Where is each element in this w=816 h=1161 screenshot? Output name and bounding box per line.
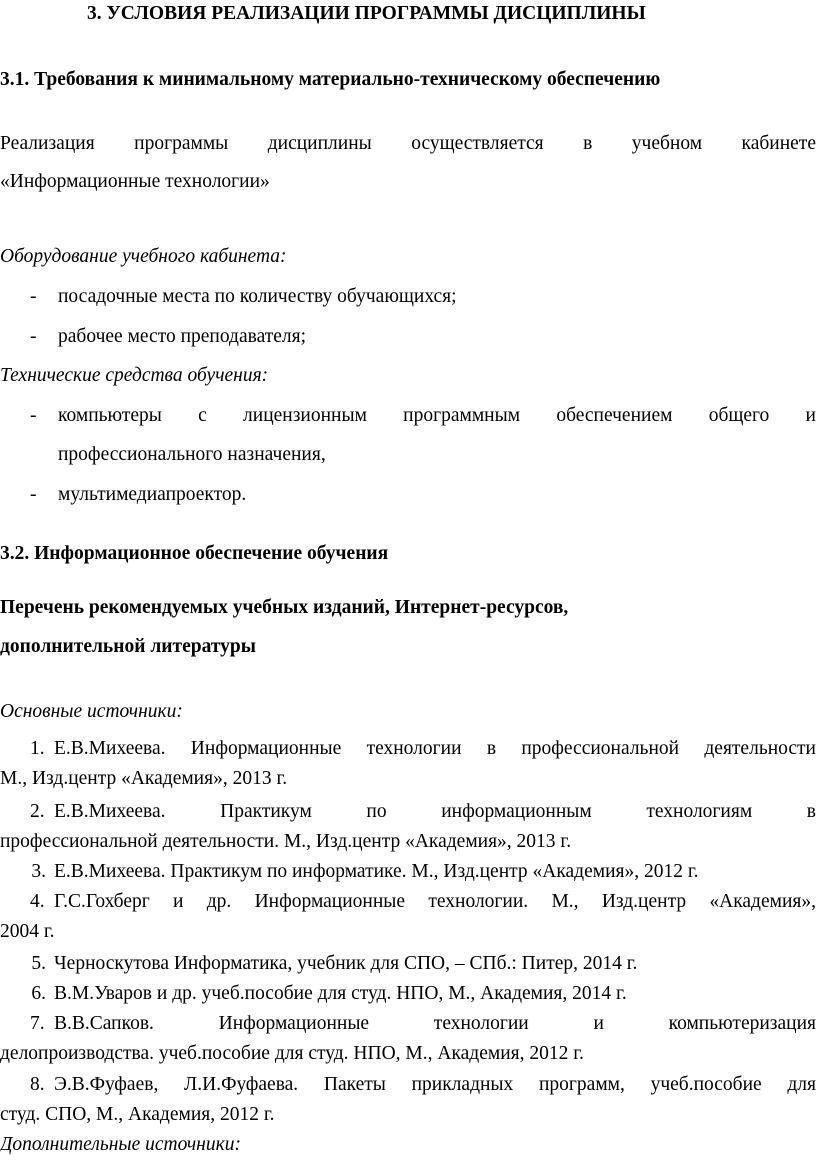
source-line-1 bbox=[30, 800, 816, 824]
source-line-1 bbox=[30, 1012, 816, 1036]
source-line-1 bbox=[30, 1073, 816, 1097]
source-number: 8. bbox=[30, 1074, 45, 1095]
source-text: Черноскутова Информатика, учебник для СПО, – СПб.: Питер, 2014 г. bbox=[54, 953, 638, 974]
source-line-2: 2004 г. bbox=[0, 921, 55, 942]
source-line-1 bbox=[30, 982, 627, 1006]
list-bullet: - bbox=[30, 326, 37, 347]
source-line-1 bbox=[30, 860, 699, 884]
intro-line-2: «Информационные технологии» bbox=[0, 171, 270, 192]
tech-label: Технические средства обучения: bbox=[0, 365, 269, 386]
source-text: Е.В.Михеева. Информационные технологии в профессиональной деятельности bbox=[54, 738, 816, 759]
section-title: 3. УСЛОВИЯ РЕАЛИЗАЦИИ ПРОГРАММЫ ДИСЦИПЛИНЫ bbox=[87, 3, 646, 24]
source-number: 1. bbox=[30, 738, 45, 759]
equipment-item-text: посадочные места по количеству обучающихся; bbox=[58, 286, 457, 307]
source-line-2: профессиональной деятельности. М., Изд.центр «Академия», 2013 г. bbox=[0, 831, 572, 852]
equipment-item-text: рабочее место преподавателя; bbox=[58, 326, 307, 347]
source-text: Э.В.Фуфаев, Л.И.Фуфаева. Пакеты прикладных программ, учеб.пособие для bbox=[54, 1074, 816, 1095]
heading-3-2: 3.2. Информационное обеспечение обучения bbox=[0, 543, 389, 564]
source-number: 6. bbox=[31, 983, 46, 1004]
equipment-label: Оборудование учебного кабинета: bbox=[0, 246, 287, 267]
source-line-1 bbox=[30, 737, 816, 761]
tech-item-text: мультимедиапроектор. bbox=[58, 484, 247, 505]
source-number: 3. bbox=[31, 861, 46, 882]
tech-item-text: компьютеры с лицензионным программным обеспечением общего и bbox=[58, 405, 816, 426]
list-bullet: - bbox=[30, 484, 37, 505]
source-line-2: студ. СПО, М., Академия, 2012 г. bbox=[0, 1104, 275, 1125]
extra-sources-label: Дополнительные источники: bbox=[0, 1134, 241, 1155]
source-line-1 bbox=[30, 952, 637, 976]
list-bullet: - bbox=[30, 405, 37, 426]
list-heading-line-2: дополнительной литературы bbox=[0, 636, 256, 657]
source-text: В.М.Уваров и др. учеб.пособие для студ. НПО, М., Академия, 2014 г. bbox=[54, 983, 627, 1004]
source-text: Е.В.Михеева. Практикум по информатике. М., Изд.центр «Академия», 2012 г. bbox=[54, 861, 699, 882]
source-text: Г.С.Гохберг и др. Информационные технологии. М., Изд.центр «Академия», bbox=[54, 891, 816, 912]
tech-item-text-cont: профессионального назначения, bbox=[58, 444, 326, 465]
heading-3-1: 3.1. Требования к минимальному материально-техническому обеспечению bbox=[0, 69, 661, 90]
list-bullet: - bbox=[30, 286, 37, 307]
source-line-2: делопроизводства. учеб.пособие для студ. НПО, М., Академия, 2012 г. bbox=[0, 1043, 584, 1064]
list-heading-line-1: Перечень рекомендуемых учебных изданий, Интернет-ресурсов, bbox=[0, 597, 569, 618]
source-text: Е.В.Михеева. Практикум по информационным технологиям в bbox=[54, 801, 816, 822]
source-number: 7. bbox=[30, 1013, 45, 1034]
intro-line-1: Реализация программы дисциплины осуществляется в учебном кабинете bbox=[0, 133, 816, 154]
source-line-1 bbox=[30, 890, 816, 914]
source-number: 4. bbox=[30, 891, 45, 912]
source-line-2: М., Изд.центр «Академия», 2013 г. bbox=[0, 768, 288, 789]
main-sources-label: Основные источники: bbox=[0, 701, 183, 722]
source-number: 2. bbox=[30, 801, 45, 822]
source-number: 5. bbox=[31, 953, 46, 974]
source-text: В.В.Сапков. Информационные технологии и компьютеризация bbox=[54, 1013, 816, 1034]
